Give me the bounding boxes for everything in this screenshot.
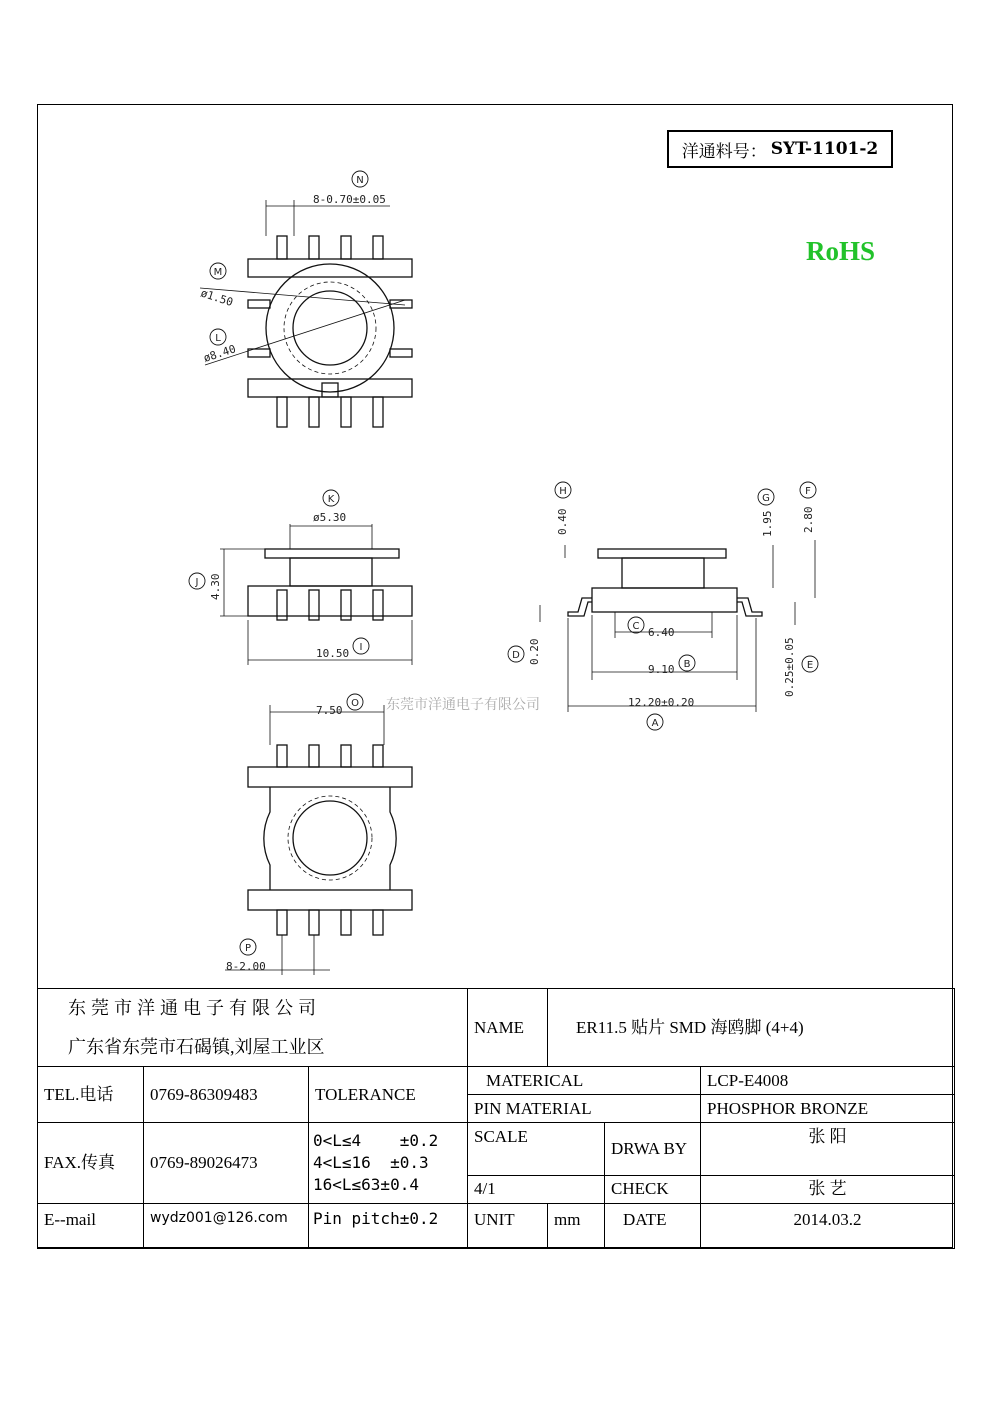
dim-H: 0.40 bbox=[556, 508, 569, 535]
svg-text:E: E bbox=[806, 660, 814, 671]
svg-text:K: K bbox=[327, 494, 335, 505]
tel-label: TEL.电话 bbox=[38, 1067, 144, 1123]
dim-L: ø8.40 bbox=[201, 342, 238, 365]
svg-text:M: M bbox=[213, 267, 223, 278]
dim-B: 9.10 bbox=[648, 663, 675, 676]
tolerance-row: 0<L≤4 ±0.2 bbox=[313, 1130, 439, 1150]
dim-A: 12.20±0.20 bbox=[628, 696, 695, 709]
watermark: 东莞市洋通电子有限公司 bbox=[386, 697, 540, 713]
name-value: ER11.5 贴片 SMD 海鸥脚 (4+4) bbox=[548, 989, 955, 1067]
tolerance-row: 4<L≤16 ±0.3 bbox=[313, 1152, 429, 1172]
dim-N: 8-0.70±0.05 bbox=[313, 193, 386, 206]
svg-text:C: C bbox=[632, 621, 640, 632]
tolerance-label: TOLERANCE bbox=[309, 1067, 468, 1123]
date-value: 2014.03.2 bbox=[701, 1203, 955, 1248]
side-view-base bbox=[592, 588, 737, 612]
bottom-view-inner-circle bbox=[293, 801, 367, 875]
tolerance-row: 16<L≤63±0.4 bbox=[313, 1175, 419, 1195]
rohs-mark: RoHS bbox=[806, 236, 876, 266]
date-label: DATE bbox=[605, 1203, 701, 1248]
tel-value: 0769-86309483 bbox=[144, 1067, 309, 1123]
dim-K: ø5.30 bbox=[313, 511, 347, 524]
pin-material-value: PHOSPHOR BRONZE bbox=[701, 1095, 955, 1123]
drawn-label: DRWA BY bbox=[605, 1123, 701, 1175]
drawn-value: 张 阳 bbox=[701, 1123, 955, 1175]
bottom-view bbox=[225, 705, 412, 975]
material-label: MATERICAL bbox=[468, 1067, 701, 1095]
side-view bbox=[540, 540, 815, 712]
svg-text:H: H bbox=[559, 486, 567, 497]
name-label: NAME bbox=[468, 989, 548, 1067]
company-name: 东莞市洋通电子有限公司 bbox=[68, 997, 321, 1018]
svg-text:I: I bbox=[359, 642, 363, 653]
svg-text:L: L bbox=[215, 333, 221, 344]
pin-material-label: PIN MATERIAL bbox=[468, 1095, 701, 1123]
check-value: 张 艺 bbox=[701, 1175, 955, 1203]
dim-J: 4.30 bbox=[209, 573, 222, 600]
email-value: wydz001@126.com bbox=[144, 1203, 309, 1248]
svg-text:O: O bbox=[351, 698, 359, 709]
pin-pitch-tolerance: Pin pitch±0.2 bbox=[309, 1203, 468, 1248]
check-label: CHECK bbox=[605, 1175, 701, 1203]
front-view-base bbox=[248, 586, 412, 616]
fax-label: FAX.传真 bbox=[38, 1123, 144, 1203]
svg-text:F: F bbox=[805, 486, 811, 497]
dim-D: 0.20 bbox=[528, 638, 541, 665]
svg-text:B: B bbox=[683, 659, 691, 670]
unit-label: UNIT bbox=[468, 1203, 548, 1248]
company-cell bbox=[38, 989, 468, 1067]
top-view-inner-circle bbox=[293, 291, 367, 365]
dim-C: 6.40 bbox=[648, 626, 675, 639]
email-label: E--mail bbox=[38, 1203, 144, 1248]
bottom-view-lower-flange bbox=[248, 890, 412, 910]
callout-circles bbox=[189, 171, 818, 955]
part-number-label: 洋通料号： bbox=[681, 141, 767, 162]
dim-E: 0.25±0.05 bbox=[783, 637, 796, 697]
dim-O: 7.50 bbox=[316, 704, 343, 717]
unit-value: mm bbox=[548, 1203, 605, 1248]
top-view-lower-flange bbox=[248, 379, 412, 397]
dim-P: 8-2.00 bbox=[226, 960, 266, 973]
top-view-outer-circle bbox=[266, 264, 394, 392]
bottom-view-upper-flange bbox=[248, 767, 412, 787]
scale-value: 4/1 bbox=[468, 1175, 605, 1203]
title-block bbox=[37, 988, 955, 1249]
tolerance-ranges bbox=[309, 1123, 468, 1203]
company-address: 广东省东莞市石碣镇,刘屋工业区 bbox=[68, 1036, 325, 1057]
svg-text:N: N bbox=[356, 175, 364, 186]
svg-text:P: P bbox=[244, 943, 252, 954]
material-value: LCP-E4008 bbox=[701, 1067, 955, 1095]
svg-text:D: D bbox=[512, 650, 520, 661]
scale-label: SCALE bbox=[468, 1123, 605, 1175]
dim-M: ø1.50 bbox=[199, 286, 235, 310]
front-view bbox=[220, 524, 412, 665]
fax-value: 0769-89026473 bbox=[144, 1123, 309, 1203]
callout-letters bbox=[195, 175, 814, 954]
dim-F: 2.80 bbox=[802, 506, 815, 533]
side-view-top-flange bbox=[598, 549, 726, 558]
dim-G: 1.95 bbox=[761, 510, 774, 537]
front-view-top-flange bbox=[265, 549, 399, 558]
part-number-value: SYT-1101-2 bbox=[770, 139, 879, 159]
svg-text:J: J bbox=[195, 577, 199, 588]
dim-I: 10.50 bbox=[316, 647, 350, 660]
svg-text:A: A bbox=[651, 718, 659, 729]
top-view-upper-flange bbox=[248, 259, 412, 277]
svg-text:G: G bbox=[762, 493, 770, 504]
top-view bbox=[200, 200, 412, 427]
